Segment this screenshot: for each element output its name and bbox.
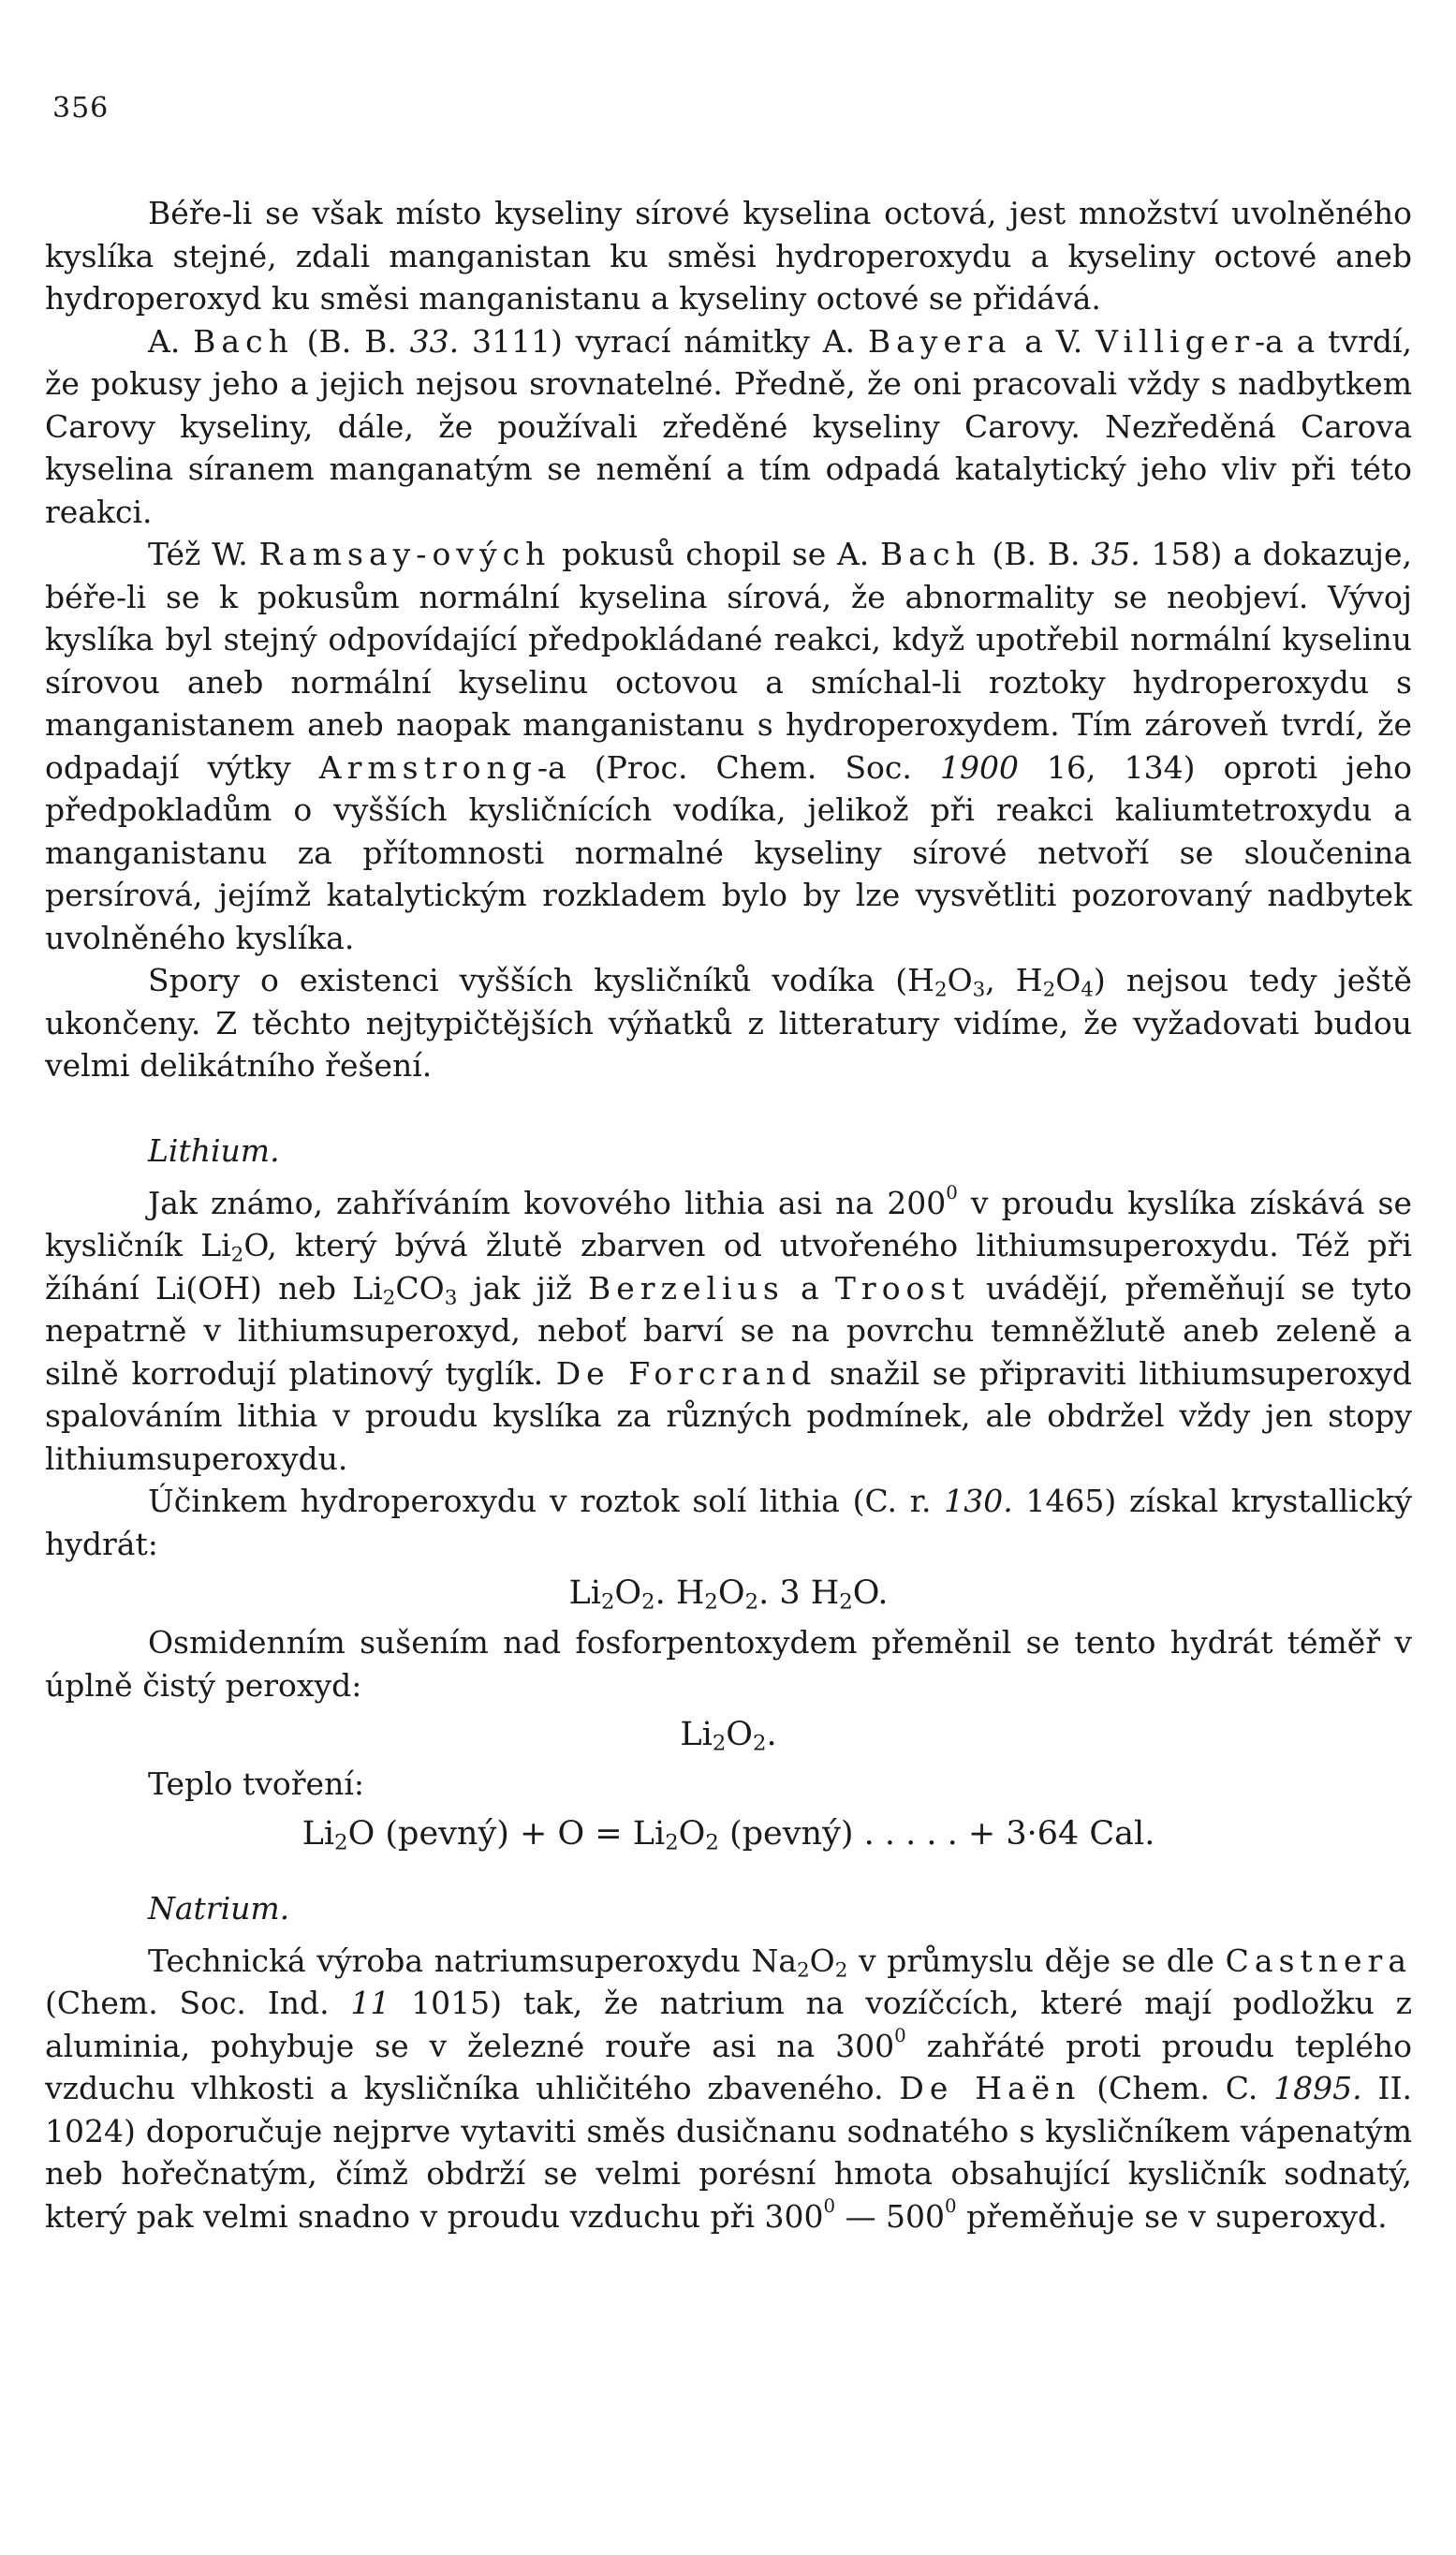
author-name: Armstrong [318,748,537,786]
volume: 33. [409,322,460,360]
author-name: Bach [193,322,294,360]
author-name: Castnera [1225,1942,1412,1979]
author-name: Villiger [1096,322,1256,360]
paragraph-drying: Osmidenním sušením nad fosforpentoxydem přeměnil se tento hydrát téměř v úplně čistý peroxyd: [45,1624,1412,1704]
author-name: Troost [834,1269,970,1307]
paragraph-lithium-oxide: Jak známo, zahříváním kovového lithia asi na $200^0$ v proudu kyslíka získává se kysličník $Li_2O$, který bývá žlutě zbarven od utvořeného lithiumsuperoxydu. Též při žíhání Li(OH) neb $Li_2CO_3$ jak již Berzelius a Troost uvádějí, přeměňují se tyto nepatrně v lithiumsuperoxyd, neboť barví se na povrchu temněžlutě aneb zeleně a silně korrodují platinový tyglík. De Forcrand snažil se připraviti lithiumsuperoxyd spalováním lithia v proudu kyslíka za různých podmínek, ale obdržel vždy jen stopy lithiumsuperoxydu. [45,1181,1412,1477]
volume: 130. [944,1483,1013,1519]
paragraph-heat: Teplo tvoření: [148,1765,365,1802]
formula-hydrate: $Li_2O_2$. $H_2O_2$. 3 $H_2O$. [568,1574,889,1615]
page-number: 356 [52,92,110,125]
author-name: Bayera [867,322,1012,360]
author-name: Bach [880,536,981,572]
author-name: Berzelius [588,1269,785,1307]
volume: 35. [1091,536,1140,572]
section-heading-lithium: Lithium. [148,1131,280,1169]
author-name: De Haën [899,2070,1081,2106]
volume: 11 [350,1985,390,2021]
author-name: De Forcrand [555,1354,817,1392]
formula-heat-of-formation: $Li_2O$ (pevný) + $O = Li_2O_2$ (pevný) . . . . . + 3·64 Cal. [301,1814,1155,1855]
paragraph-sodium-peroxide: Technická výroba natriumsuperoxydu $Na_2O_2$ v průmyslu děje se dle Castnera (Chem. Soc. Ind. 11 1015) tak, že natrium na vozíčcích, které mají podložku z aluminia, pohybuje se v železné rouře asi na $300^0$ zahřáté proti proudu teplého vzduchu vlhkosti a kysličníka uhličitého zbaveného. De Haën (Chem. C. 1895. II. 1024) doporučuje nejprve vytaviti směs dusičnanu sodnatého s kysličníkem vápenatým neb hořečnatým, čímž obdrží se velmi porésní hmota obsahující kysličník sodnatý, který pak velmi snadno v proudu vzduchu při $300^0$ — $500^0$ přeměňuje se v superoxyd. [45,1942,1412,2235]
year: 1900 [939,748,1019,786]
page-body [45,192,1412,2237]
year: 1895. [1273,2070,1362,2106]
paragraph-bach-reply: A. Bach (B. B. 33. 3111) vyrací námitky A. Bayera a V. Villiger-a a tvrdí, že pokusy jeho a jejich nejsou srovnatelné. Předně, že oni pracovali vždy s nadbytkem Carovy kyseliny, dále, že používali zředěné kyseliny Carovy. Nezředěná Carova kyselina síranem manganatým se nemění a tím odpadá katalytický jeho vliv při této reakci. [45,322,1413,530]
paragraph-hydrate: Účinkem hydroperoxydu v roztok solí lithia (C. r. 130. 1465) získal krystallický hydrát: [45,1483,1412,1562]
author-name: Ramsay-ových [258,536,552,572]
formula-peroxide: $Li_2O_2$. [680,1716,777,1756]
paragraph-acetic-acid: Béře-li se však místo kyseliny sírové kyselina octová, jest množství uvolněného kyslíka stejné, zdali manganistan ku směsi hydroperoxydu a kyseliny octové aneb hydroperoxyd ku směsi manganistanu a kyseliny octové se přidává. [45,195,1412,317]
section-heading-natrium: Natrium. [148,1889,290,1927]
paragraph-disputes: Spory o existenci vyšších kysličníků vodíka ($H_2O_3$, $H_2O_4$) nejsou tedy ještě ukončeny. Z těchto nejtypičtějších výňatků z litteratury vidíme, že vyžadovati budou velmi delikátního řešení. [45,962,1412,1084]
paragraph-ramsay: Též W. Ramsay-ových pokusů chopil se A. Bach (B. B. 35. 158) a dokazuje, béře-li se k pokusům normální kyselina sírová, že abnormality se neobjeví. Vývoj kyslíka byl stejný odpovídající předpokládané reakci, když upotřebil normální kyselinu sírovou aneb normální kyselinu octovou a smíchal-li roztoky hydroperoxydu s manganistanem aneb naopak manganistanu s hydroperoxydem. Tím zároveň tvrdí, že odpadají výtky Armstrong-a (Proc. Chem. Soc. 1900 16, 134) oproti jeho předpokladům o vyšších kysličnících vodíka, jelikož při reakci kaliumtetroxydu a manganistanu za přítomnosti normalné kyseliny sírové netvoří se sloučenina persírová, jejímž katalytickým rozkladem bylo by lze vysvětliti pozorovaný nadbytek uvolněného kyslíka. [45,536,1413,956]
